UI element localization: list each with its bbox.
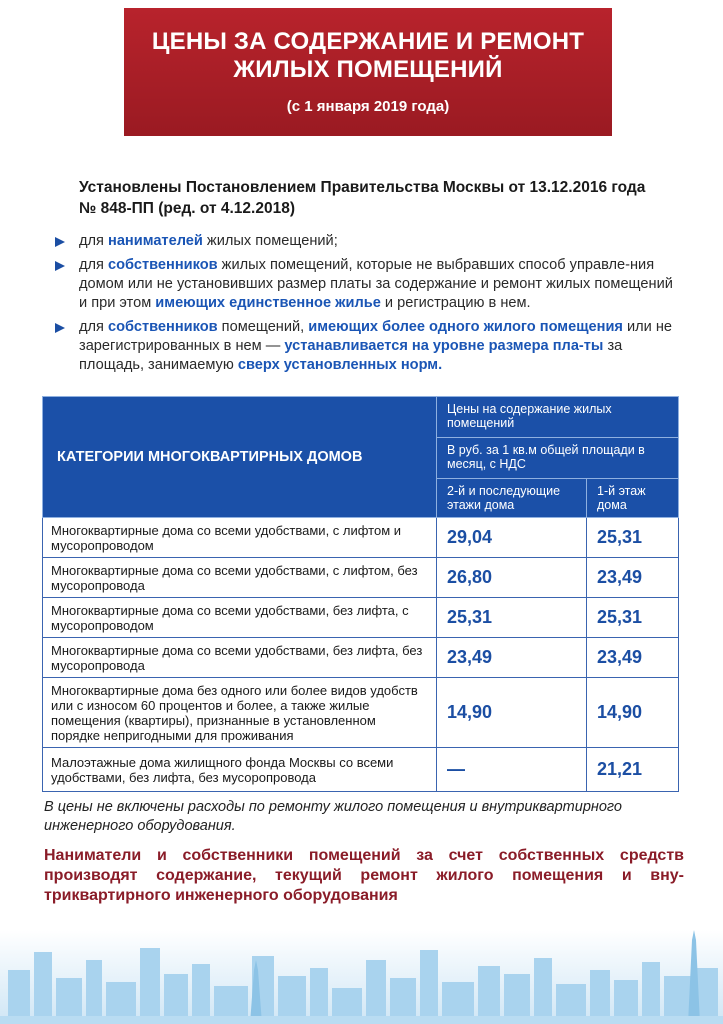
category-cell: Многоквартирные дома со всеми удобствами, с лифтом и мусоропроводом [43, 518, 437, 558]
page-subtitle: (с 1 января 2019 года) [286, 98, 450, 115]
arrow-bullet-icon [55, 323, 65, 333]
bullet-highlight: имеющих единственное жилье [155, 295, 381, 311]
intro-line-1: Установлены Постановлением Правительства Москвы от 13.12.2016 года [79, 179, 646, 196]
category-cell: Малоэтажные дома жилищного фонда Москвы со всеми удобствами, без лифта, без мусоропровода [43, 748, 437, 792]
bullet-text: для [79, 233, 108, 249]
footer-statement: Наниматели и собственники помещений за счет собственных средств производят содержание, текущий ремонт жилого помещения и вну-триквартирного инженерного оборудования [44, 847, 684, 904]
bullet-list [55, 232, 680, 380]
bullet-highlight: имеющих более одного жилого помещения [308, 319, 623, 335]
price-2plus-cell: 23,49 [437, 638, 587, 678]
price-table [42, 396, 679, 792]
col-header-floor-1: 1-й этаж дома [587, 479, 679, 518]
price-1-cell: 23,49 [587, 558, 679, 598]
title-line-2: ЖИЛЫХ ПОМЕЩЕНИЙ [233, 56, 503, 83]
bullet-highlight: собственников [108, 257, 218, 273]
bullet-text: для [79, 319, 108, 335]
table-row [43, 678, 679, 748]
price-header: Цены на содержание жилых помещений [437, 397, 679, 438]
price-table-container [42, 396, 678, 792]
bullet-text: для [79, 257, 108, 273]
table-row [43, 518, 679, 558]
category-cell: Многоквартирные дома без одного или более видов удобств или с износом 60 процентов и более, а также жилые помещения (квартиры), признанные в установленном порядке непригодными для проживания [43, 678, 437, 748]
bullet-text: жилых помещений, которые не выбравших способ управле-ния домом или не установивших размер платы за содержание и ремонт жилых помещений и при этом [79, 257, 673, 311]
arrow-bullet-icon [55, 237, 65, 247]
bullet-highlight: устанавливается на уровне размера пла-ты [284, 338, 604, 354]
bullet-highlight: сверх установленных норм. [237, 357, 443, 373]
price-1-cell: 21,21 [587, 748, 679, 792]
bullet-highlight: собственников [108, 319, 218, 335]
table-row [43, 558, 679, 598]
price-2plus-cell: 25,31 [437, 598, 587, 638]
intro-line-2: № 848-ПП (ред. от 4.12.2018) [79, 200, 295, 217]
price-2plus-cell: 26,80 [437, 558, 587, 598]
bullet-highlight: нанимателей [108, 233, 203, 249]
price-1-cell: 25,31 [587, 518, 679, 558]
page-title [124, 28, 612, 84]
price-2plus-cell: 14,90 [437, 678, 587, 748]
category-cell: Многоквартирные дома со всеми удобствами, без лифта, без мусоропровода [43, 638, 437, 678]
city-skyline-illustration [0, 930, 723, 1024]
price-2plus-cell: — [437, 748, 587, 792]
category-header: КАТЕГОРИИ МНОГОКВАРТИРНЫХ ДОМОВ [43, 397, 437, 518]
bullet-item [55, 232, 680, 251]
bullet-text: жилых помещений; [202, 233, 338, 249]
unit-header: В руб. за 1 кв.м общей площади в месяц, с НДС [437, 438, 679, 479]
bullet-text: помещений, [217, 319, 309, 335]
header-banner [124, 8, 612, 136]
price-1-cell: 23,49 [587, 638, 679, 678]
price-1-cell: 25,31 [587, 598, 679, 638]
title-line-1: ЦЕНЫ ЗА СОДЕРЖАНИЕ И РЕМОНТ [151, 28, 585, 55]
intro-text [79, 177, 679, 219]
table-row [43, 748, 679, 792]
col-header-floors-2plus: 2-й и последующие этажи дома [437, 479, 587, 518]
table-row [43, 598, 679, 638]
price-2plus-cell: 29,04 [437, 518, 587, 558]
price-1-cell: 14,90 [587, 678, 679, 748]
category-cell: Многоквартирные дома со всеми удобствами, без лифта, с мусоропроводом [43, 598, 437, 638]
category-cell: Многоквартирные дома со всеми удобствами, с лифтом, без мусоропровода [43, 558, 437, 598]
bullet-text: или не зарегистрированных в нем — [79, 319, 673, 354]
disclaimer-note: В цены не включены расходы по ремонту жилого помещения и внутриквартирного инженерного оборудования. [44, 799, 622, 834]
bullet-item [55, 318, 680, 375]
arrow-bullet-icon [55, 261, 65, 271]
bullet-item [55, 256, 680, 313]
table-row [43, 638, 679, 678]
bullet-text: за площадь, занимаемую [79, 338, 623, 373]
bullet-text: и регистрацию в нем. [380, 295, 531, 311]
